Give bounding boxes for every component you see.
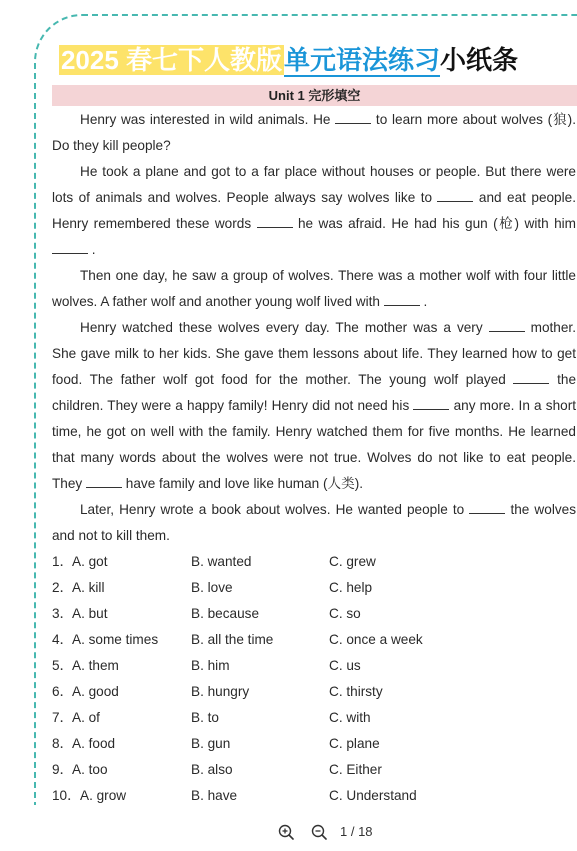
option-row: 9． A. too B. also C. Either [52, 762, 382, 777]
blank-8 [413, 395, 449, 410]
passage-paragraph-5: Later, Henry wrote a book about wolves. He wanted people to the wolves and not to kill them. [52, 497, 576, 549]
blank-3 [257, 213, 293, 228]
answer-options [52, 549, 576, 805]
blank-9 [86, 473, 122, 488]
zoom-out-icon[interactable] [311, 824, 327, 840]
title-highlight-part: 2025 春七下人教版 [60, 45, 283, 75]
cloze-passage [52, 107, 576, 549]
page-title [0, 40, 577, 80]
zoom-in-icon[interactable] [278, 824, 294, 840]
blank-5 [384, 291, 420, 306]
option-row: 7． A. of B. to C. with [52, 710, 371, 725]
viewer-toolbar [0, 805, 577, 851]
blank-2 [437, 187, 473, 202]
blank-10 [469, 499, 505, 514]
option-row: 10． A. grow B. have C. Understand [52, 788, 417, 803]
passage-paragraph-1: Henry was interested in wild animals. He to learn more about wolves (狼). Do they kill people? [52, 107, 576, 159]
unit-heading: Unit 1 完形填空 [52, 85, 577, 106]
blank-7 [513, 369, 549, 384]
option-row: 3． A. but B. because C. so [52, 606, 361, 621]
option-row: 8． A. food B. gun C. plane [52, 736, 380, 751]
blank-6 [489, 317, 525, 332]
title-blue-part: 单元语法练习 [284, 45, 441, 75]
blank-1 [335, 109, 371, 124]
option-row: 4． A. some times B. all the time C. once a week [52, 632, 423, 647]
title-black-part: 小纸条 [440, 45, 519, 75]
option-row: 6． A. good B. hungry C. thirsty [52, 684, 383, 699]
passage-paragraph-3: Then one day, he saw a group of wolves. There was a mother wolf with four little wolves. A father wolf and another young wolf lived with . [52, 268, 576, 309]
passage-paragraph-2: He took a plane and got to a far place without houses or people. But there were lots of animals and wolves. People always say wolves like to and eat people. Henry remembered these words he was afraid. He had his gun (枪) with him . [52, 164, 577, 257]
option-row: 5． A. them B. him C. us [52, 658, 361, 673]
option-row: 2． A. kill B. love C. help [52, 580, 373, 595]
option-row: 1． A. got B. wanted C. grew [52, 554, 376, 569]
page-indicator: 1 / 18 [340, 824, 373, 839]
passage-paragraph-4: Henry watched these wolves every day. The mother was a very mother. She gave milk to her kids. She gave them lessons about life. They learned how to get food. The father wolf got food for the mother. The young wolf played the children. They were a happy family! Henry did not need his any more. In a short time, he got on well with the family. Henry watched them for five months. He learned that many words about the wolves were not true. Wolves do not like to eat people. They have family and love like human (人类). [52, 315, 576, 497]
blank-4 [52, 239, 88, 254]
